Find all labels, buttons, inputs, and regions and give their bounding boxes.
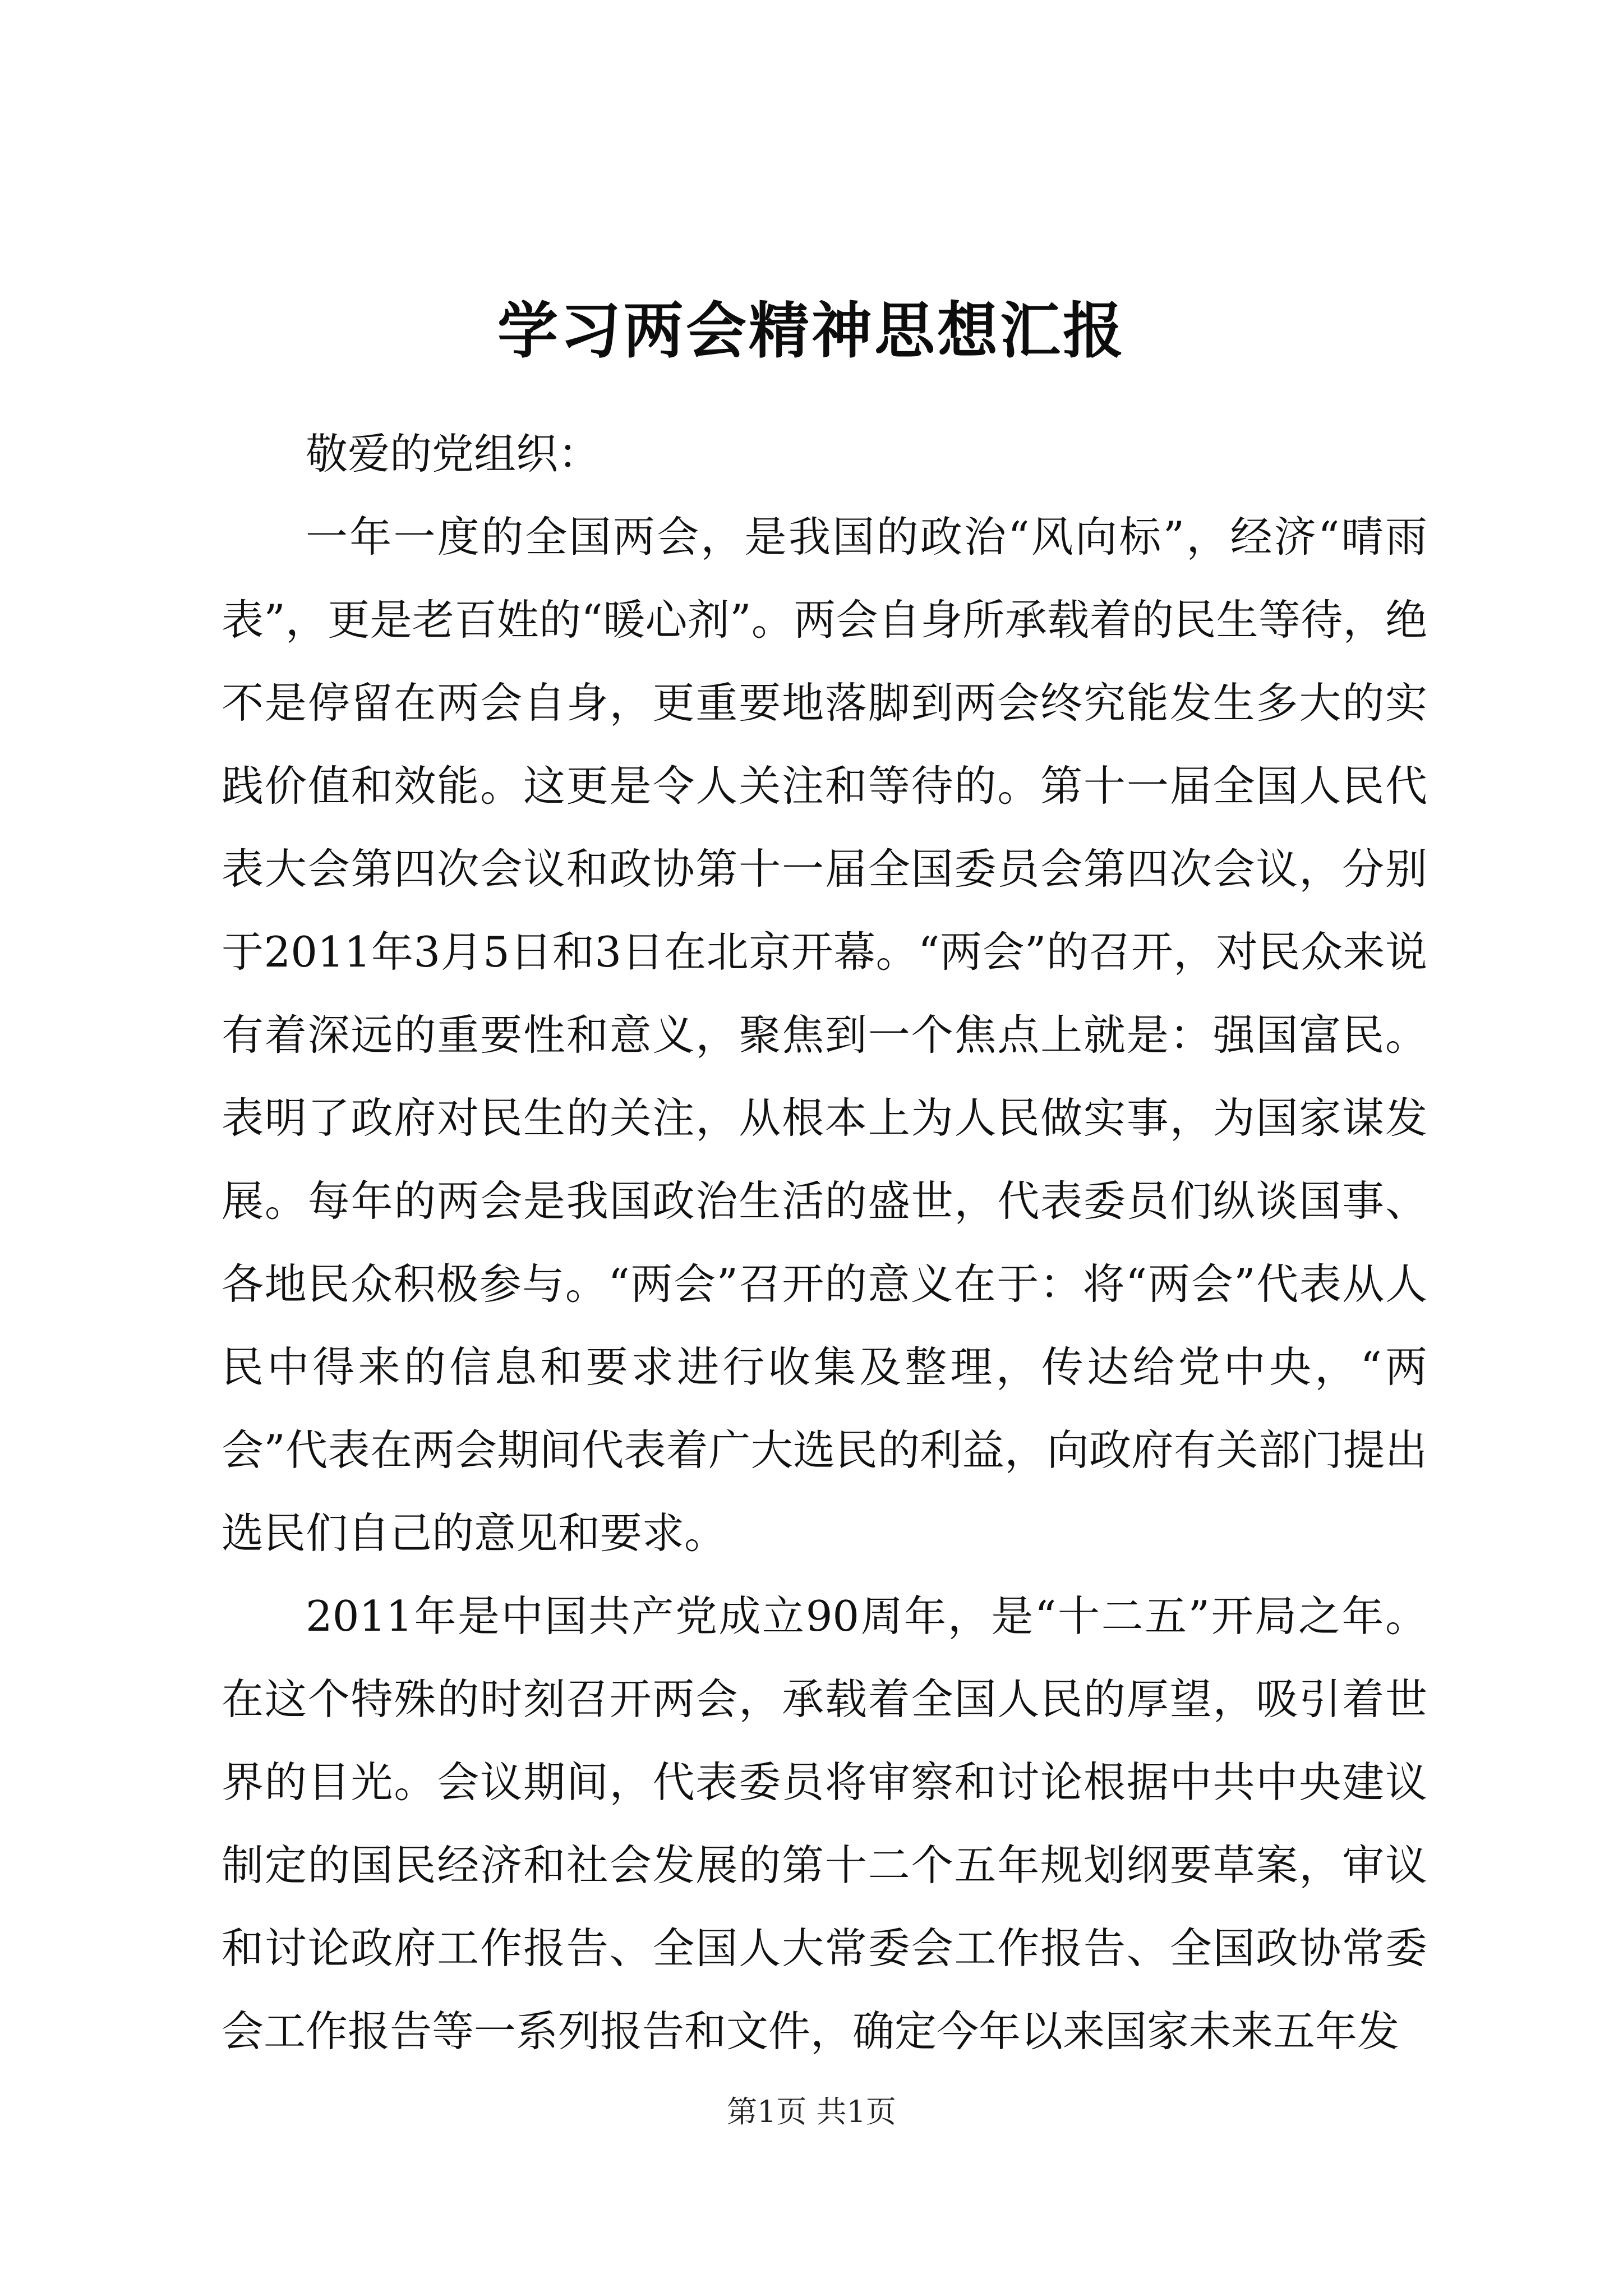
paragraph-1: 一年一度的全国两会，是我国的政治“风向标”，经济“晴雨表”，更是老百姓的“暖心剂”。两会自身所承载着的民生等待，绝不是停留在两会自身，更重要地落脚到两会终究能发生多大的实践价值和效能。这更是令人关注和等待的。第十一届全国人民代表大会第四次会议和政协第十一届全国委员会第四次会议，分别于2011年3月5日和3日在北京开幕。“两会”的召开，对民众来说有着深远的重要性和意义，聚焦到一个焦点上就是：强国富民。表明了政府对民生的关注，从根本上为人民做实事，为国家谋发展。每年的两会是我国政治生活的盛世，代表委员们纵谈国事、各地民众积极参与。“两会”召开的意义在于：将“两会”代表从人民中得来的信息和要求进行收集及整理，传达给党中央，“两会”代表在两会期间代表着广大选民的利益，向政府有关部门提出选民们自己的意见和要求。 [222, 512, 1427, 1558]
paragraph-2: 2011年是中国共产党成立90周年，是“十二五”开局之年。在这个特殊的时刻召开两会，承载着全国人民的厚望，吸引着世界的目光。会议期间，代表委员将审察和讨论根据中共中央建议制定的国民经济和社会发展的第十二个五年规划纲要草案，审议和讨论政府工作报告、全国人大常委会工作报告、全国政协常委会工作报告等一系列报告和文件，确定今年以来国家未来五年发 [222, 1591, 1427, 2056]
document-title: 学习两会精神思想汇报 [497, 296, 1126, 366]
salutation: 敬爱的党组织： [306, 429, 601, 478]
document-body [222, 412, 1427, 2073]
page-footer: 第1页 共1页 [727, 2094, 896, 2129]
